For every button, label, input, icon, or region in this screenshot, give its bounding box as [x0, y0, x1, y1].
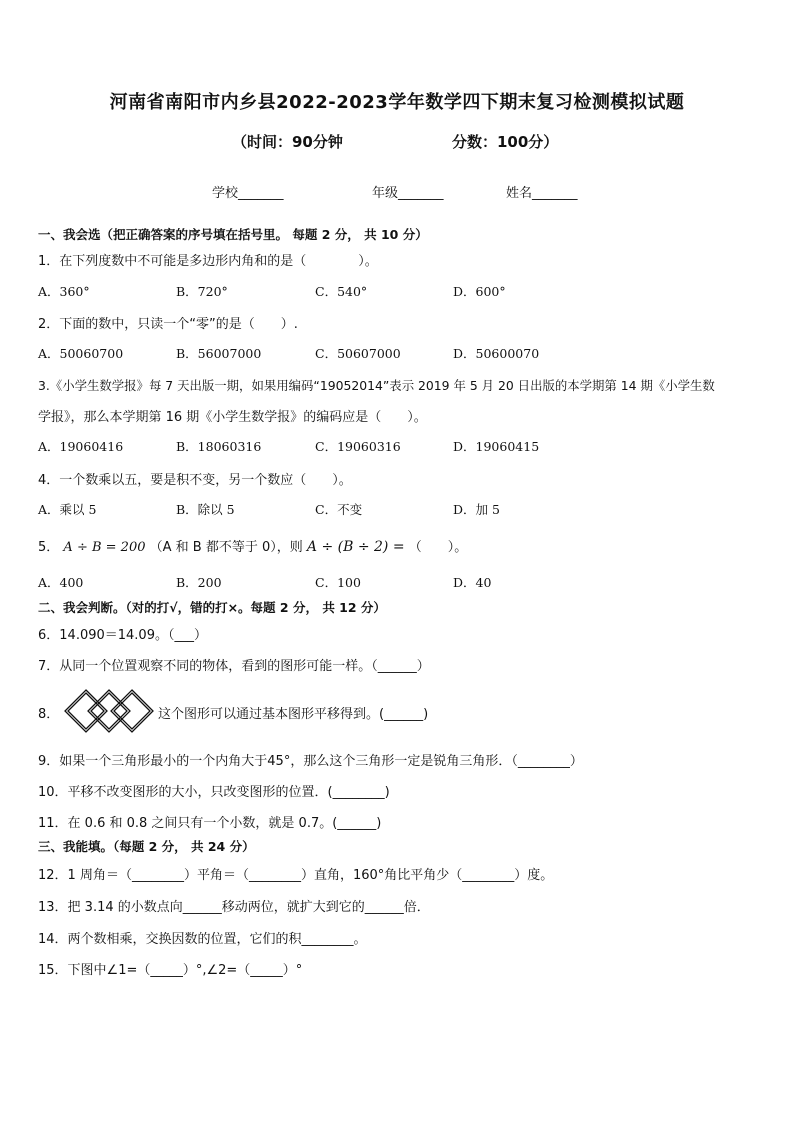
- question-8: 这个图形可以通过基本图形平移得到。(______): [158, 707, 429, 722]
- q2-option-d: D．50600070: [453, 346, 540, 361]
- question-2: 2．下面的数中，只读一个“零”的是（ ）.: [38, 317, 298, 332]
- q1-option-a: A．360°: [38, 284, 90, 299]
- question-4: 4．一个数乘以五，要是积不变，另一个数应（ ）。: [38, 473, 352, 488]
- school-field[interactable]: 学校_______: [212, 186, 284, 201]
- q1-option-b: B．720°: [176, 284, 228, 299]
- question-3-line1: 3.《小学生数学报》每 7 天出版一期，如果用编码“19052014”表示 2019 年 5 月 20 日出版的本学期第 14 期《小学生数: [38, 378, 715, 393]
- q4-option-d: D．加 5: [453, 502, 500, 517]
- q4-option-c: C．不变: [315, 502, 363, 517]
- q3-option-a: A．19060416: [38, 439, 124, 454]
- diamond-2-inner: [91, 693, 127, 729]
- question-8-number: 8．: [38, 707, 60, 722]
- q5-option-c: C．100: [315, 575, 361, 590]
- q5-option-b: B．200: [176, 575, 222, 590]
- q1-option-c: C．540°: [315, 284, 368, 299]
- q5-option-a: A．400: [38, 575, 84, 590]
- question-6: 6．14.090＝14.09。（___）: [38, 628, 207, 643]
- name-field[interactable]: 姓名_______: [506, 186, 578, 201]
- q2-option-b: B．56007000: [176, 346, 262, 361]
- exam-score: 分数：100分）: [452, 133, 559, 151]
- diamond-1: [65, 690, 107, 732]
- diamond-2: [88, 690, 130, 732]
- question-5: [38, 536, 467, 555]
- diamond-3-inner: [114, 693, 150, 729]
- q5-tail: （ ）。: [408, 540, 468, 555]
- q4-option-a: A．乘以 5: [38, 502, 97, 517]
- question-14: 14．两个数相乘，交换因数的位置，它们的积________。: [38, 932, 367, 947]
- question-7: 7．从同一个位置观察不同的物体，看到的图形可能一样。（______）: [38, 659, 430, 674]
- section-1-heading: 一、我会选（把正确答案的序号填在括号里。 每题 2 分， 共 10 分）: [38, 227, 428, 242]
- question-9: 9．如果一个三角形最小的一个内角大于45°，那么这个三角形一定是锐角三角形．（________）: [38, 754, 583, 769]
- q5-option-d: D．40: [453, 575, 492, 590]
- grade-field[interactable]: 年级_______: [372, 186, 444, 201]
- exam-time: （时间：90分钟: [232, 133, 343, 151]
- q5-number: 5．: [38, 540, 60, 555]
- q3-option-c: C．19060316: [315, 439, 401, 454]
- question-1: 1．在下列度数中不可能是多边形内角和的是（ ）。: [38, 254, 378, 269]
- section-2-heading: 二、我会判断。（对的打√，错的打×。每题 2 分， 共 12 分）: [38, 600, 386, 615]
- question-15: 15．下图中∠1=（_____）°,∠2=（_____）°: [38, 963, 303, 978]
- question-12: 12．1 周角＝（________）平角＝（________）直角，160°角比平角少（________）度。: [38, 868, 554, 883]
- question-11: 11．在 0.6 和 0.8 之间只有一个小数，就是 0.7。(______): [38, 816, 382, 831]
- q4-option-b: B．除以 5: [176, 502, 235, 517]
- q3-option-b: B．18060316: [176, 439, 262, 454]
- diamond-3: [111, 690, 153, 732]
- question-3-line2: 学报》，那么本学期第 16 期《小学生数学报》的编码应是（ ）。: [38, 410, 427, 425]
- q2-option-a: A．50060700: [38, 346, 124, 361]
- question-10: 10．平移不改变图形的大小，只改变图形的位置．(________): [38, 785, 390, 800]
- q5-middle-text: （A 和 B 都不等于 0），则: [149, 540, 303, 555]
- overlapping-diamonds-figure: [62, 688, 156, 734]
- question-13: 13．把 3.14 的小数点向______移动两位，就扩大到它的______倍．: [38, 900, 430, 915]
- page-title: 河南省南阳市内乡县2022-2023学年数学四下期末复习检测模拟试题: [109, 92, 685, 113]
- q5-formula-2: A ÷ (B ÷ 2) =: [306, 539, 405, 555]
- q2-option-c: C．50607000: [315, 346, 401, 361]
- diamond-1-inner: [68, 693, 104, 729]
- section-3-heading: 三、我能填。（每题 2 分， 共 24 分）: [38, 839, 255, 854]
- q3-option-d: D．19060415: [453, 439, 540, 454]
- q5-formula-1: A ÷ B = 200: [63, 540, 146, 555]
- q1-option-d: D．600°: [453, 284, 506, 299]
